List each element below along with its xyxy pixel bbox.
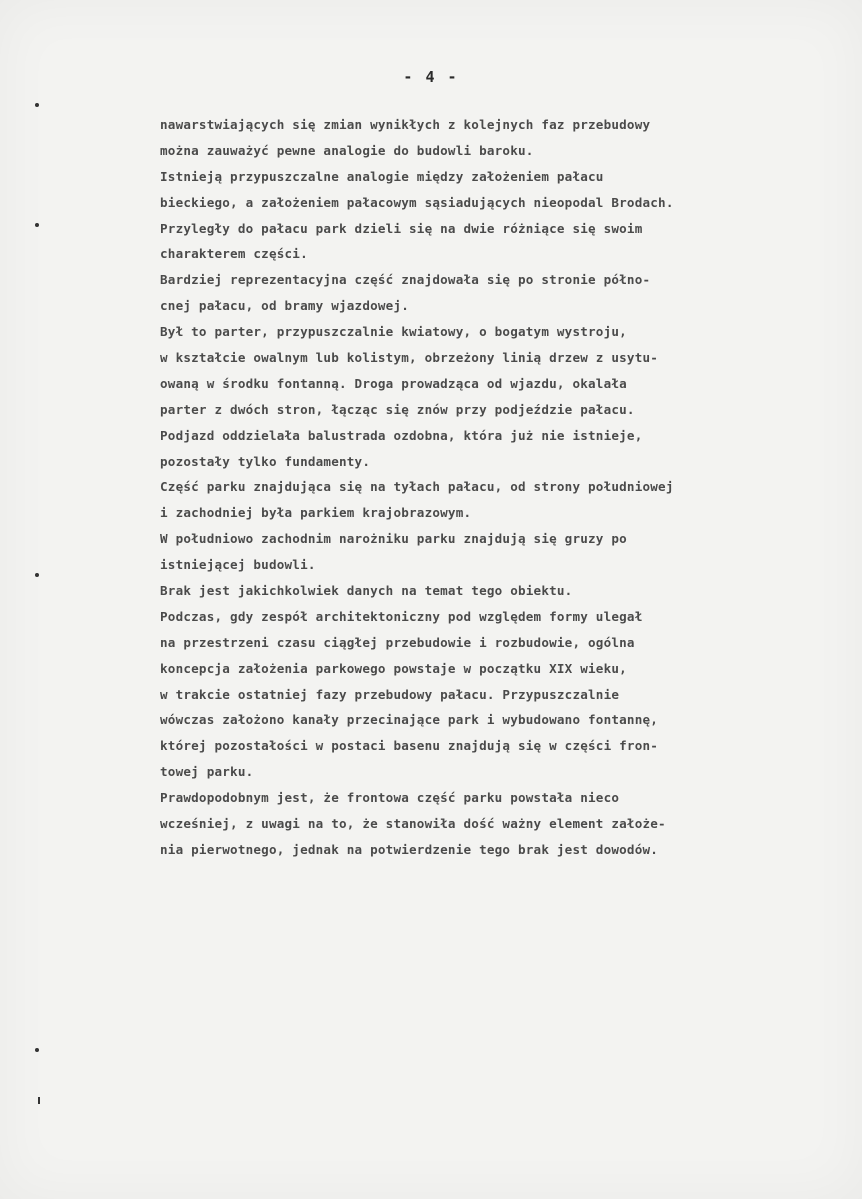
text-line: na przestrzeni czasu ciągłej przebudowie i rozbudowie, ogólna [160, 634, 635, 650]
text-line: której pozostałości w postaci basenu znajdują się w części fron- [160, 738, 659, 754]
text-line: bieckiego, a założeniem pałacowym sąsiadujących nieopodal Brodach. [160, 194, 674, 210]
text-line: owaną w środku fontanną. Droga prowadząca od wjazdu, okalała [160, 375, 627, 391]
text-line: W południowo zachodnim narożniku parku znajdują się gruzy po [160, 531, 627, 547]
text-line: i zachodniej była parkiem krajobrazowym. [160, 505, 472, 521]
text-line: wówczas założono kanały przecinające park i wybudowano fontannę, [160, 712, 659, 728]
text-line: w kształcie owalnym lub kolistym, obrzeżony linią drzew z usytu- [160, 350, 659, 366]
text-line: Bardziej reprezentacyjna część znajdowała się po stronie półno- [160, 272, 651, 288]
text-line: cnej pałacu, od bramy wjazdowej. [160, 298, 410, 314]
text-line: Prawdopodobnym jest, że frontowa część parku powstała nieco [160, 790, 620, 806]
margin-mark [35, 1048, 39, 1052]
text-line: można zauważyć pewne analogie do budowli baroku. [160, 142, 534, 158]
text-line: Część parku znajdująca się na tyłach pałacu, od strony południowej [160, 479, 674, 495]
text-line: pozostały tylko fundamenty. [160, 453, 371, 469]
body-text [160, 112, 850, 863]
text-line: Istnieją przypuszczalne analogie między założeniem pałacu [160, 168, 604, 184]
text-line: Przyległy do pałacu park dzieli się na dwie różniące się swoim [160, 220, 643, 236]
text-line: koncepcja założenia parkowego powstaje w początku XIX wieku, [160, 660, 627, 676]
margin-mark [35, 223, 39, 227]
page-number: - 4 - [403, 68, 459, 86]
text-line: istniejącej budowli. [160, 557, 316, 573]
text-line: wcześniej, z uwagi na to, że stanowiła dość ważny element założe- [160, 816, 666, 832]
margin-mark [35, 103, 39, 107]
text-line: towej parku. [160, 764, 254, 780]
text-line: w trakcie ostatniej fazy przebudowy pałacu. Przypuszczalnie [160, 686, 620, 702]
text-line: nawarstwiających się zmian wynikłych z kolejnych faz przebudowy [160, 117, 651, 132]
text-line: Podczas, gdy zespół architektoniczny pod względem formy ulegał [160, 608, 643, 624]
margin-mark [38, 1097, 40, 1104]
text-line: Był to parter, przypuszczalnie kwiatowy, o bogatym wystroju, [160, 324, 627, 340]
text-line: parter z dwóch stron, łącząc się znów przy podjeździe pałacu. [160, 401, 635, 417]
text-line: Podjazd oddzielała balustrada ozdobna, która już nie istnieje, [160, 427, 643, 443]
text-line: Brak jest jakichkolwiek danych na temat tego obiektu. [160, 583, 573, 599]
margin-mark [35, 573, 39, 577]
text-line: nia pierwotnego, jednak na potwierdzenie tego brak jest dowodów. [160, 841, 659, 857]
text-line: charakterem części. [160, 246, 308, 262]
